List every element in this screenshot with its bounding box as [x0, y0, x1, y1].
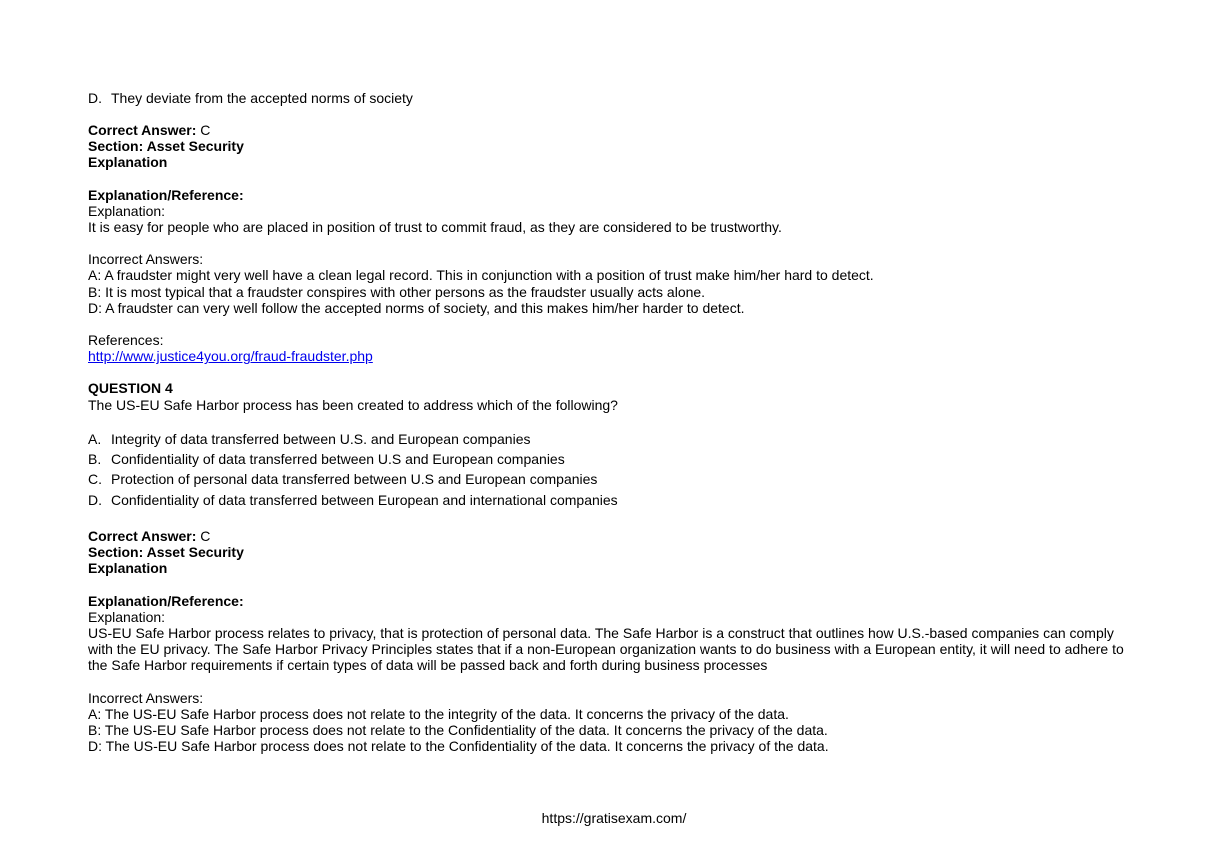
q4-option-c-letter: C. [88, 471, 102, 488]
q3-incorrect-b: B: It is most typical that a fraudster conspires with other persons as the fraudster usually acts alone. [88, 283, 706, 300]
q4-option-a-letter: A. [88, 430, 102, 447]
q3-incorrect-a: A: A fraudster might very well have a clean legal record. This in conjunction with a position of trust make him/her hard to detect. [88, 267, 874, 284]
q4-option-d-text: Confidentiality of data transferred between European and international companies [111, 491, 618, 508]
q3-correct-answer [88, 122, 1148, 138]
q4-option-d-letter: D. [88, 491, 102, 508]
q3-correct-answer-label: Correct Answer: [88, 122, 197, 138]
q4-option-b-letter: B. [88, 451, 102, 468]
q4-option-a [88, 429, 1148, 449]
q4-correct-answer-label: Correct Answer: [88, 528, 197, 545]
q4-option-d [88, 490, 1148, 510]
q3-correct-answer-value: C [196, 122, 211, 138]
document-page [88, 90, 1148, 754]
q3-incorrect-d: D: A fraudster can very well follow the accepted norms of society, and this makes him/her harder to detect. [88, 299, 745, 316]
q4-option-b [88, 449, 1148, 469]
page-footer-url: https://gratisexam.com/ [541, 810, 687, 826]
q3-references-label: References: [88, 332, 164, 349]
q4-incorrect-a: A: The US-EU Safe Harbor process does not relate to the integrity of the data. It concerns the privacy of the data. [88, 705, 789, 722]
q3-option-d [88, 90, 1148, 106]
q3-incorrect-label: Incorrect Answers: [88, 251, 204, 268]
q3-section: Section: Asset Security [88, 138, 244, 155]
q4-incorrect-b: B: The US-EU Safe Harbor process does not relate to the Confidentiality of the data. It concerns the privacy of the data. [88, 722, 828, 739]
q3-explref-heading: Explanation/Reference: [88, 186, 244, 203]
q4-correct-answer-value: C [196, 528, 211, 545]
q3-option-d-letter: D. [88, 90, 102, 106]
q4-title: QUESTION 4 [88, 380, 173, 397]
q3-explanation-label: Explanation: [88, 202, 166, 219]
q4-incorrect-label: Incorrect Answers: [88, 689, 204, 706]
q4-section: Section: Asset Security [88, 544, 244, 561]
q4-explanation-text: US-EU Safe Harbor process relates to privacy, that is protection of personal data. The Safe Harbor is a construct that outlines how U.S.-based companies can comply with the EU privacy. The Safe Harbor Privacy Principles states that if a non-European organization wants to do business with a European entity, it will need to adhere to the Safe Harbor requirements if certain types of data will be passed back and forth during business processes [88, 625, 1124, 674]
q4-option-a-text: Integrity of data transferred between U.S. and European companies [111, 430, 531, 447]
q3-reference-link[interactable]: http://www.justice4you.org/fraud-fraudster.php [88, 348, 373, 365]
q4-explanation-label: Explanation: [88, 608, 166, 625]
q4-incorrect-d: D: The US-EU Safe Harbor process does not relate to the Confidentiality of the data. It concerns the privacy of the data. [88, 738, 829, 755]
q3-explanation-heading: Explanation [88, 154, 168, 171]
q3-option-d-text: They deviate from the accepted norms of society [111, 90, 413, 106]
q4-correct-answer [88, 528, 1148, 544]
q3-explanation-text: It is easy for people who are placed in position of trust to commit fraud, as they are considered to be trustworthy. [88, 219, 782, 236]
q4-option-c [88, 469, 1148, 489]
q4-explref-heading: Explanation/Reference: [88, 592, 244, 609]
q4-explanation-heading: Explanation [88, 560, 168, 577]
q4-question: The US-EU Safe Harbor process has been created to address which of the following? [88, 396, 618, 413]
q4-option-b-text: Confidentiality of data transferred between U.S and European companies [111, 451, 565, 468]
q4-option-c-text: Protection of personal data transferred between U.S and European companies [111, 471, 598, 488]
